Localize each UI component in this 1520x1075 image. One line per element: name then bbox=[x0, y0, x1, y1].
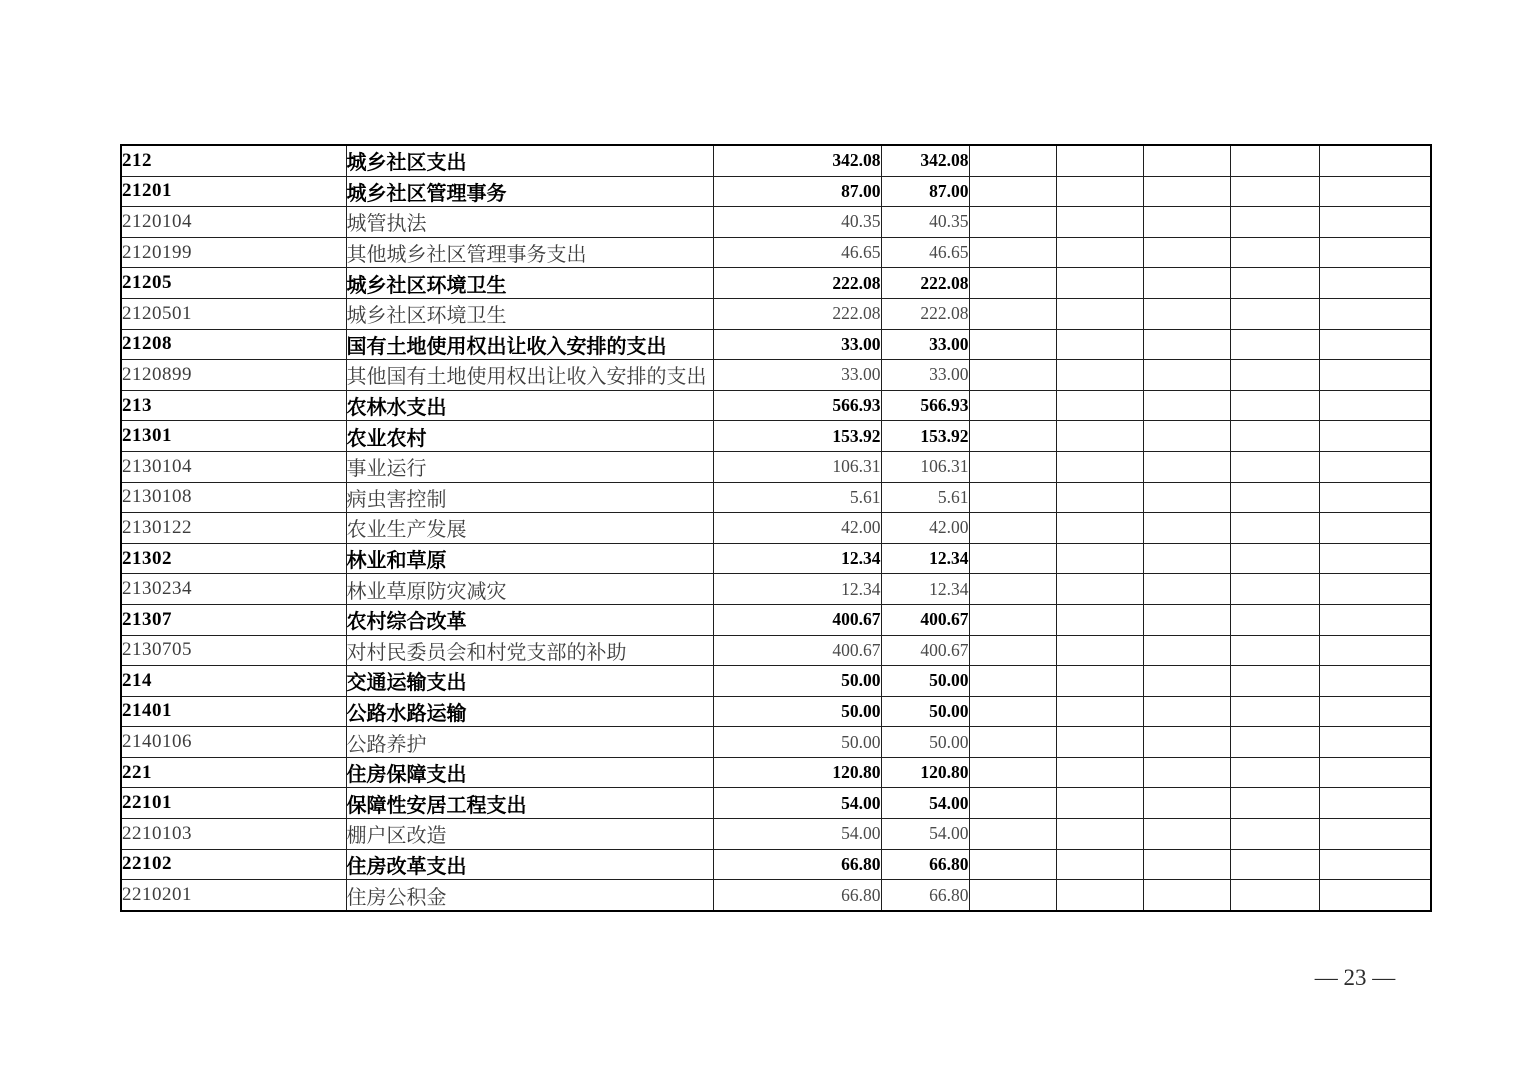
code-cell: 2130122 bbox=[121, 513, 346, 544]
amount1-cell: 566.93 bbox=[713, 390, 881, 421]
empty-cell-3 bbox=[1143, 513, 1230, 544]
code-cell: 213 bbox=[121, 390, 346, 421]
empty-cell-3 bbox=[1143, 237, 1230, 268]
empty-cell-3 bbox=[1143, 574, 1230, 605]
name-cell: 农村综合改革 bbox=[346, 604, 713, 635]
empty-cell-5 bbox=[1319, 604, 1431, 635]
empty-cell-2 bbox=[1056, 421, 1143, 452]
empty-cell-5 bbox=[1319, 298, 1431, 329]
empty-cell-4 bbox=[1230, 237, 1319, 268]
empty-cell-4 bbox=[1230, 268, 1319, 299]
empty-cell-4 bbox=[1230, 298, 1319, 329]
name-cell: 住房改革支出 bbox=[346, 849, 713, 880]
code-cell: 21401 bbox=[121, 696, 346, 727]
table-row bbox=[121, 788, 1431, 819]
name-cell: 城乡社区环境卫生 bbox=[346, 268, 713, 299]
empty-cell-1 bbox=[969, 819, 1056, 850]
page-number: — 23 — bbox=[1314, 965, 1396, 990]
empty-cell-1 bbox=[969, 757, 1056, 788]
empty-cell-3 bbox=[1143, 849, 1230, 880]
empty-cell-1 bbox=[969, 268, 1056, 299]
amount1-cell: 5.61 bbox=[713, 482, 881, 513]
table-row bbox=[121, 268, 1431, 299]
code-cell: 214 bbox=[121, 666, 346, 697]
empty-cell-4 bbox=[1230, 145, 1319, 176]
amount2-cell: 12.34 bbox=[881, 543, 969, 574]
table-row bbox=[121, 329, 1431, 360]
amount1-cell: 46.65 bbox=[713, 237, 881, 268]
empty-cell-2 bbox=[1056, 329, 1143, 360]
empty-cell-1 bbox=[969, 482, 1056, 513]
code-cell: 22102 bbox=[121, 849, 346, 880]
table-row bbox=[121, 513, 1431, 544]
amount1-cell: 50.00 bbox=[713, 666, 881, 697]
empty-cell-3 bbox=[1143, 390, 1230, 421]
empty-cell-3 bbox=[1143, 360, 1230, 391]
table-row bbox=[121, 604, 1431, 635]
empty-cell-1 bbox=[969, 543, 1056, 574]
empty-cell-1 bbox=[969, 635, 1056, 666]
empty-cell-3 bbox=[1143, 757, 1230, 788]
amount1-cell: 40.35 bbox=[713, 207, 881, 238]
amount2-cell: 66.80 bbox=[881, 880, 969, 911]
amount2-cell: 153.92 bbox=[881, 421, 969, 452]
table-body bbox=[121, 145, 1431, 911]
empty-cell-2 bbox=[1056, 574, 1143, 605]
table-row bbox=[121, 757, 1431, 788]
empty-cell-4 bbox=[1230, 421, 1319, 452]
name-cell: 林业草原防灾减灾 bbox=[346, 574, 713, 605]
amount1-cell: 42.00 bbox=[713, 513, 881, 544]
name-cell: 国有土地使用权出让收入安排的支出 bbox=[346, 329, 713, 360]
code-cell: 2130705 bbox=[121, 635, 346, 666]
name-cell: 棚户区改造 bbox=[346, 819, 713, 850]
empty-cell-5 bbox=[1319, 849, 1431, 880]
name-cell: 其他城乡社区管理事务支出 bbox=[346, 237, 713, 268]
amount1-cell: 106.31 bbox=[713, 451, 881, 482]
name-cell: 农业生产发展 bbox=[346, 513, 713, 544]
empty-cell-5 bbox=[1319, 268, 1431, 299]
amount2-cell: 87.00 bbox=[881, 176, 969, 207]
code-cell: 2130104 bbox=[121, 451, 346, 482]
empty-cell-3 bbox=[1143, 635, 1230, 666]
empty-cell-5 bbox=[1319, 176, 1431, 207]
amount1-cell: 400.67 bbox=[713, 604, 881, 635]
empty-cell-1 bbox=[969, 574, 1056, 605]
empty-cell-2 bbox=[1056, 727, 1143, 758]
name-cell: 住房保障支出 bbox=[346, 757, 713, 788]
name-cell: 城乡社区环境卫生 bbox=[346, 298, 713, 329]
code-cell: 2120899 bbox=[121, 360, 346, 391]
amount1-cell: 87.00 bbox=[713, 176, 881, 207]
table-row bbox=[121, 696, 1431, 727]
table-row bbox=[121, 849, 1431, 880]
code-cell: 2120199 bbox=[121, 237, 346, 268]
empty-cell-4 bbox=[1230, 360, 1319, 391]
empty-cell-4 bbox=[1230, 207, 1319, 238]
empty-cell-5 bbox=[1319, 696, 1431, 727]
amount2-cell: 50.00 bbox=[881, 727, 969, 758]
empty-cell-4 bbox=[1230, 880, 1319, 911]
amount1-cell: 222.08 bbox=[713, 298, 881, 329]
table-row bbox=[121, 819, 1431, 850]
name-cell: 交通运输支出 bbox=[346, 666, 713, 697]
amount1-cell: 54.00 bbox=[713, 819, 881, 850]
empty-cell-5 bbox=[1319, 635, 1431, 666]
empty-cell-2 bbox=[1056, 360, 1143, 391]
empty-cell-1 bbox=[969, 360, 1056, 391]
empty-cell-1 bbox=[969, 390, 1056, 421]
name-cell: 住房公积金 bbox=[346, 880, 713, 911]
empty-cell-1 bbox=[969, 513, 1056, 544]
table-row bbox=[121, 421, 1431, 452]
empty-cell-5 bbox=[1319, 666, 1431, 697]
empty-cell-2 bbox=[1056, 145, 1143, 176]
code-cell: 22101 bbox=[121, 788, 346, 819]
empty-cell-2 bbox=[1056, 757, 1143, 788]
empty-cell-5 bbox=[1319, 757, 1431, 788]
code-cell: 2140106 bbox=[121, 727, 346, 758]
empty-cell-1 bbox=[969, 421, 1056, 452]
empty-cell-5 bbox=[1319, 421, 1431, 452]
empty-cell-5 bbox=[1319, 574, 1431, 605]
empty-cell-2 bbox=[1056, 666, 1143, 697]
empty-cell-5 bbox=[1319, 788, 1431, 819]
amount2-cell: 54.00 bbox=[881, 819, 969, 850]
empty-cell-3 bbox=[1143, 696, 1230, 727]
name-cell: 公路养护 bbox=[346, 727, 713, 758]
empty-cell-5 bbox=[1319, 880, 1431, 911]
code-cell: 21302 bbox=[121, 543, 346, 574]
empty-cell-4 bbox=[1230, 451, 1319, 482]
code-cell: 2210103 bbox=[121, 819, 346, 850]
table-row bbox=[121, 635, 1431, 666]
code-cell: 21201 bbox=[121, 176, 346, 207]
empty-cell-3 bbox=[1143, 727, 1230, 758]
amount1-cell: 222.08 bbox=[713, 268, 881, 299]
name-cell: 事业运行 bbox=[346, 451, 713, 482]
empty-cell-2 bbox=[1056, 788, 1143, 819]
amount1-cell: 54.00 bbox=[713, 788, 881, 819]
amount2-cell: 33.00 bbox=[881, 360, 969, 391]
empty-cell-1 bbox=[969, 207, 1056, 238]
code-cell: 2120501 bbox=[121, 298, 346, 329]
empty-cell-2 bbox=[1056, 635, 1143, 666]
table-row bbox=[121, 482, 1431, 513]
amount2-cell: 42.00 bbox=[881, 513, 969, 544]
table-row bbox=[121, 390, 1431, 421]
empty-cell-1 bbox=[969, 604, 1056, 635]
code-cell: 221 bbox=[121, 757, 346, 788]
empty-cell-4 bbox=[1230, 329, 1319, 360]
table-row bbox=[121, 207, 1431, 238]
empty-cell-5 bbox=[1319, 543, 1431, 574]
amount2-cell: 50.00 bbox=[881, 696, 969, 727]
empty-cell-3 bbox=[1143, 666, 1230, 697]
empty-cell-2 bbox=[1056, 176, 1143, 207]
table-row bbox=[121, 574, 1431, 605]
table-row bbox=[121, 176, 1431, 207]
empty-cell-5 bbox=[1319, 360, 1431, 391]
table-row bbox=[121, 880, 1431, 911]
empty-cell-4 bbox=[1230, 696, 1319, 727]
empty-cell-4 bbox=[1230, 574, 1319, 605]
empty-cell-2 bbox=[1056, 207, 1143, 238]
empty-cell-2 bbox=[1056, 237, 1143, 268]
amount2-cell: 106.31 bbox=[881, 451, 969, 482]
amount2-cell: 400.67 bbox=[881, 635, 969, 666]
empty-cell-4 bbox=[1230, 513, 1319, 544]
empty-cell-5 bbox=[1319, 145, 1431, 176]
empty-cell-1 bbox=[969, 145, 1056, 176]
name-cell: 对村民委员会和村党支部的补助 bbox=[346, 635, 713, 666]
empty-cell-3 bbox=[1143, 482, 1230, 513]
empty-cell-3 bbox=[1143, 176, 1230, 207]
empty-cell-2 bbox=[1056, 451, 1143, 482]
empty-cell-4 bbox=[1230, 727, 1319, 758]
amount1-cell: 66.80 bbox=[713, 849, 881, 880]
empty-cell-3 bbox=[1143, 145, 1230, 176]
empty-cell-2 bbox=[1056, 513, 1143, 544]
empty-cell-5 bbox=[1319, 329, 1431, 360]
empty-cell-3 bbox=[1143, 604, 1230, 635]
name-cell: 公路水路运输 bbox=[346, 696, 713, 727]
empty-cell-1 bbox=[969, 880, 1056, 911]
empty-cell-2 bbox=[1056, 268, 1143, 299]
empty-cell-1 bbox=[969, 176, 1056, 207]
code-cell: 2120104 bbox=[121, 207, 346, 238]
empty-cell-3 bbox=[1143, 880, 1230, 911]
empty-cell-1 bbox=[969, 666, 1056, 697]
amount2-cell: 46.65 bbox=[881, 237, 969, 268]
empty-cell-1 bbox=[969, 451, 1056, 482]
amount1-cell: 153.92 bbox=[713, 421, 881, 452]
table-row bbox=[121, 727, 1431, 758]
empty-cell-2 bbox=[1056, 482, 1143, 513]
amount2-cell: 120.80 bbox=[881, 757, 969, 788]
empty-cell-5 bbox=[1319, 207, 1431, 238]
empty-cell-4 bbox=[1230, 543, 1319, 574]
empty-cell-4 bbox=[1230, 390, 1319, 421]
empty-cell-1 bbox=[969, 849, 1056, 880]
empty-cell-5 bbox=[1319, 390, 1431, 421]
amount2-cell: 12.34 bbox=[881, 574, 969, 605]
name-cell: 城乡社区支出 bbox=[346, 145, 713, 176]
amount1-cell: 12.34 bbox=[713, 574, 881, 605]
code-cell: 2210201 bbox=[121, 880, 346, 911]
code-cell: 21208 bbox=[121, 329, 346, 360]
amount2-cell: 66.80 bbox=[881, 849, 969, 880]
amount1-cell: 50.00 bbox=[713, 696, 881, 727]
empty-cell-4 bbox=[1230, 819, 1319, 850]
name-cell: 城管执法 bbox=[346, 207, 713, 238]
amount1-cell: 400.67 bbox=[713, 635, 881, 666]
amount2-cell: 54.00 bbox=[881, 788, 969, 819]
name-cell: 农林水支出 bbox=[346, 390, 713, 421]
table-row bbox=[121, 666, 1431, 697]
amount2-cell: 33.00 bbox=[881, 329, 969, 360]
empty-cell-3 bbox=[1143, 329, 1230, 360]
empty-cell-4 bbox=[1230, 176, 1319, 207]
empty-cell-5 bbox=[1319, 482, 1431, 513]
amount2-cell: 222.08 bbox=[881, 298, 969, 329]
amount2-cell: 5.61 bbox=[881, 482, 969, 513]
amount2-cell: 40.35 bbox=[881, 207, 969, 238]
name-cell: 农业农村 bbox=[346, 421, 713, 452]
empty-cell-2 bbox=[1056, 849, 1143, 880]
amount1-cell: 12.34 bbox=[713, 543, 881, 574]
empty-cell-5 bbox=[1319, 513, 1431, 544]
empty-cell-2 bbox=[1056, 390, 1143, 421]
empty-cell-4 bbox=[1230, 849, 1319, 880]
table-row bbox=[121, 543, 1431, 574]
table-row bbox=[121, 298, 1431, 329]
empty-cell-3 bbox=[1143, 298, 1230, 329]
name-cell: 保障性安居工程支出 bbox=[346, 788, 713, 819]
empty-cell-4 bbox=[1230, 788, 1319, 819]
empty-cell-2 bbox=[1056, 543, 1143, 574]
empty-cell-4 bbox=[1230, 757, 1319, 788]
amount2-cell: 50.00 bbox=[881, 666, 969, 697]
amount1-cell: 33.00 bbox=[713, 329, 881, 360]
empty-cell-5 bbox=[1319, 819, 1431, 850]
code-cell: 21301 bbox=[121, 421, 346, 452]
name-cell: 其他国有土地使用权出让收入安排的支出 bbox=[346, 360, 713, 391]
empty-cell-3 bbox=[1143, 819, 1230, 850]
name-cell: 林业和草原 bbox=[346, 543, 713, 574]
empty-cell-2 bbox=[1056, 298, 1143, 329]
empty-cell-5 bbox=[1319, 451, 1431, 482]
amount1-cell: 120.80 bbox=[713, 757, 881, 788]
empty-cell-5 bbox=[1319, 727, 1431, 758]
code-cell: 21205 bbox=[121, 268, 346, 299]
empty-cell-2 bbox=[1056, 696, 1143, 727]
empty-cell-3 bbox=[1143, 788, 1230, 819]
amount2-cell: 342.08 bbox=[881, 145, 969, 176]
code-cell: 212 bbox=[121, 145, 346, 176]
empty-cell-1 bbox=[969, 329, 1056, 360]
code-cell: 21307 bbox=[121, 604, 346, 635]
empty-cell-4 bbox=[1230, 482, 1319, 513]
table-row bbox=[121, 360, 1431, 391]
empty-cell-1 bbox=[969, 727, 1056, 758]
empty-cell-1 bbox=[969, 298, 1056, 329]
empty-cell-1 bbox=[969, 788, 1056, 819]
amount1-cell: 342.08 bbox=[713, 145, 881, 176]
empty-cell-2 bbox=[1056, 880, 1143, 911]
empty-cell-3 bbox=[1143, 451, 1230, 482]
empty-cell-2 bbox=[1056, 604, 1143, 635]
amount2-cell: 400.67 bbox=[881, 604, 969, 635]
empty-cell-3 bbox=[1143, 268, 1230, 299]
table-row bbox=[121, 451, 1431, 482]
amount1-cell: 33.00 bbox=[713, 360, 881, 391]
empty-cell-1 bbox=[969, 696, 1056, 727]
amount2-cell: 566.93 bbox=[881, 390, 969, 421]
empty-cell-4 bbox=[1230, 666, 1319, 697]
empty-cell-3 bbox=[1143, 421, 1230, 452]
table-row bbox=[121, 237, 1431, 268]
empty-cell-1 bbox=[969, 237, 1056, 268]
budget-table bbox=[120, 144, 1432, 912]
amount1-cell: 66.80 bbox=[713, 880, 881, 911]
table-row bbox=[121, 145, 1431, 176]
empty-cell-3 bbox=[1143, 543, 1230, 574]
empty-cell-3 bbox=[1143, 207, 1230, 238]
empty-cell-2 bbox=[1056, 819, 1143, 850]
code-cell: 2130234 bbox=[121, 574, 346, 605]
name-cell: 城乡社区管理事务 bbox=[346, 176, 713, 207]
empty-cell-4 bbox=[1230, 604, 1319, 635]
code-cell: 2130108 bbox=[121, 482, 346, 513]
amount2-cell: 222.08 bbox=[881, 268, 969, 299]
empty-cell-5 bbox=[1319, 237, 1431, 268]
empty-cell-4 bbox=[1230, 635, 1319, 666]
name-cell: 病虫害控制 bbox=[346, 482, 713, 513]
amount1-cell: 50.00 bbox=[713, 727, 881, 758]
